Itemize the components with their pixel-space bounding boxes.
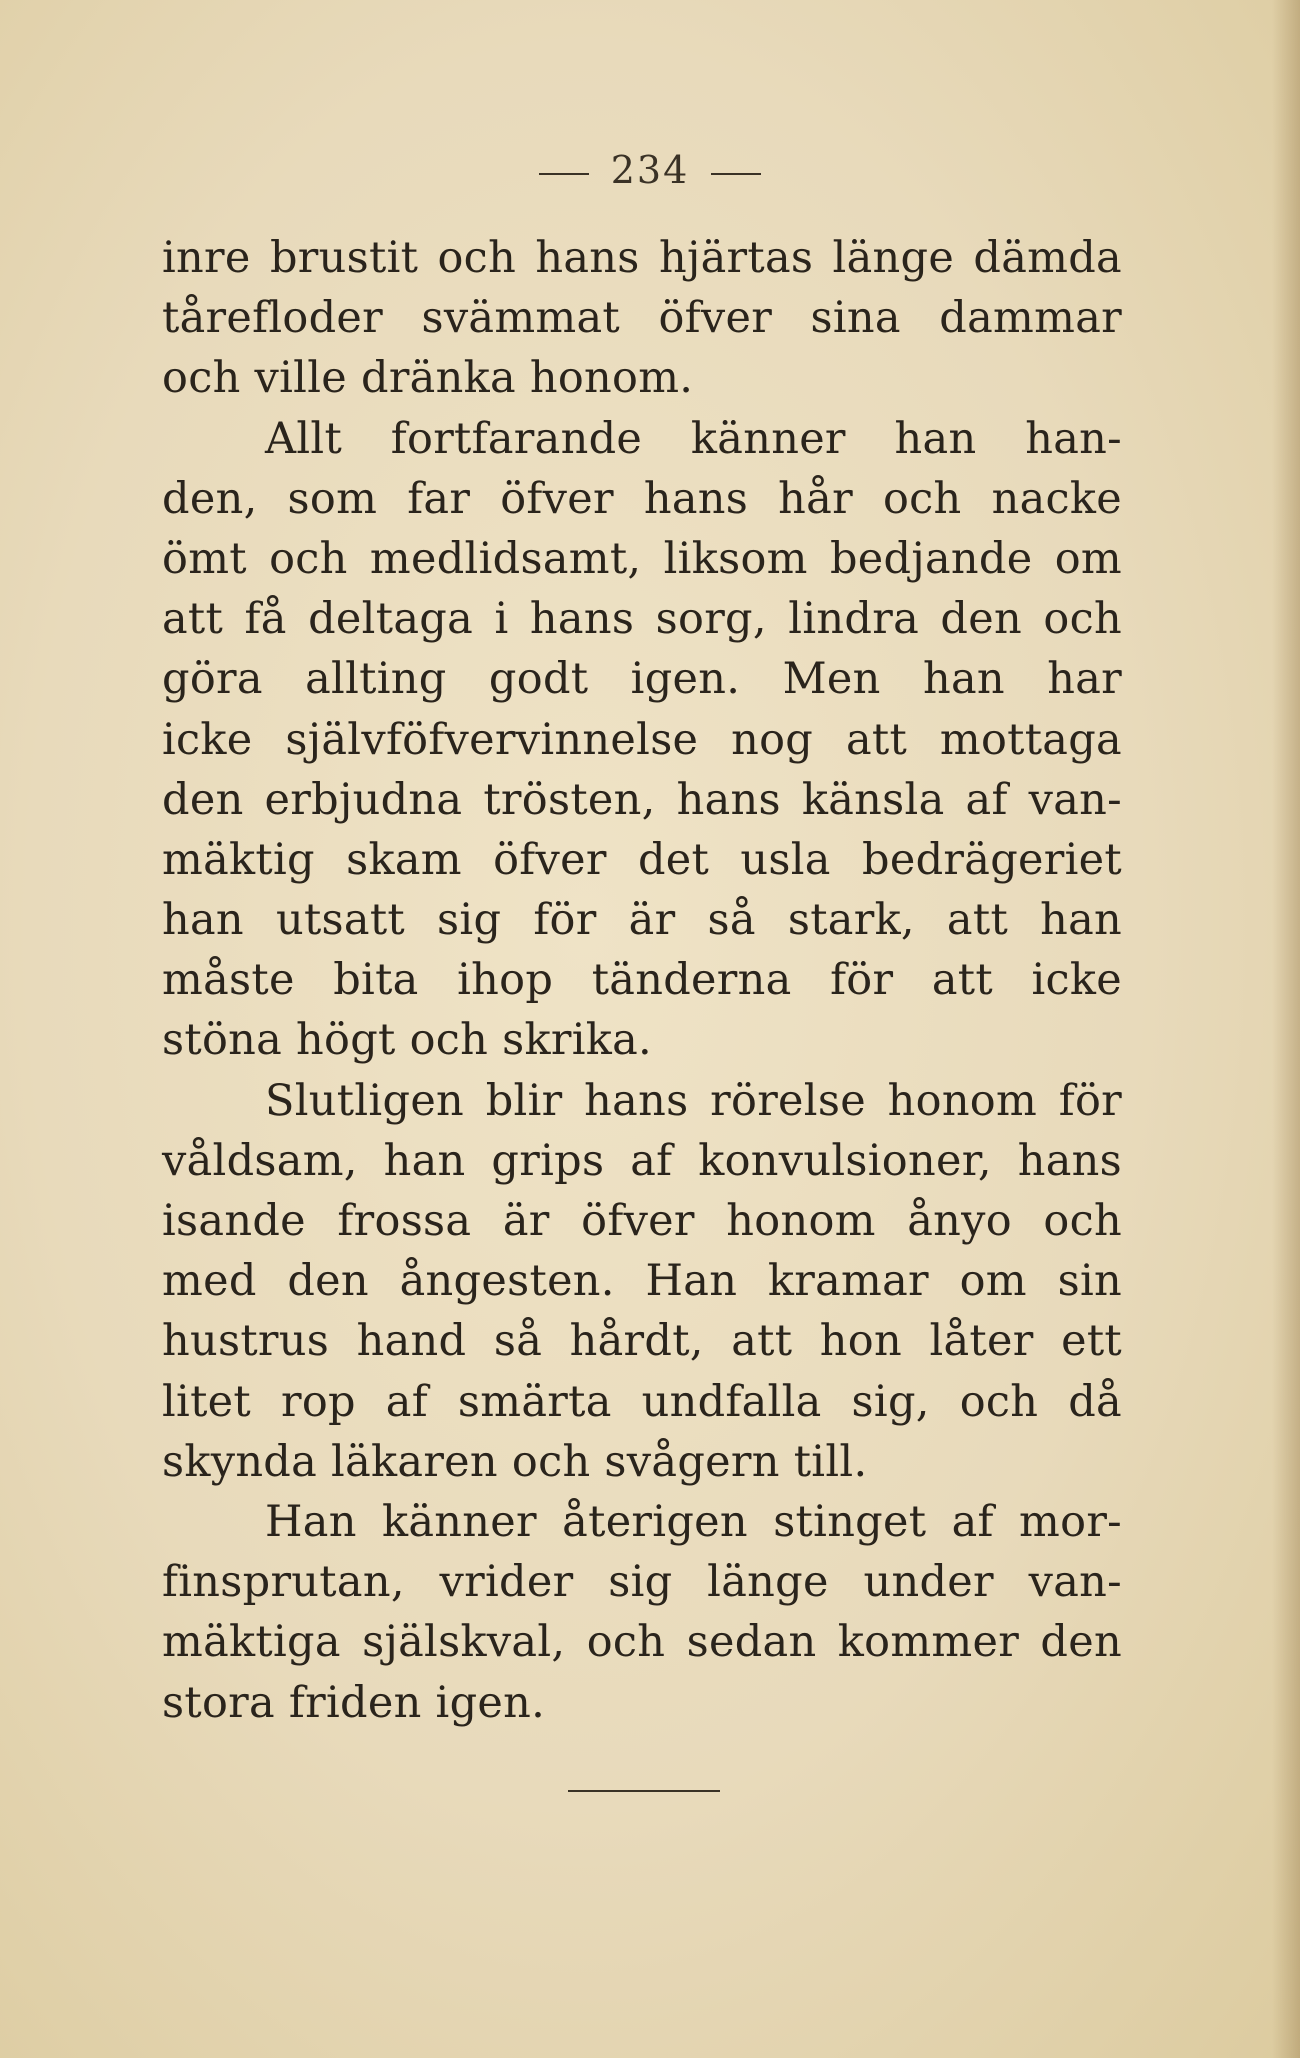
text-line: den, som far öfver hans hår och nacke (162, 473, 1122, 524)
text-line: inre brustit och hans hjärtas länge dämda (162, 233, 1122, 283)
text-line: ömt och medlidsamt, liksom bedjande om (162, 533, 1122, 584)
text-line: göra allting godt igen. Men han har (162, 654, 1122, 705)
text-line: stora friden igen. (162, 1677, 546, 1728)
text-line: tårefloder svämmat öfver sina dammar (162, 293, 1122, 344)
text-line: icke självföfvervinnelse nog att mottaga (162, 714, 1122, 765)
page-edge-shadow (1272, 0, 1300, 2058)
page-number: 234 (610, 148, 690, 192)
text-line: och ville dränka honom. (162, 353, 694, 404)
text-line: måste bita ihop tänderna för att icke (162, 955, 1122, 1006)
header-dash-left (539, 173, 589, 175)
text-line: Allt fortfarande känner han han- (265, 413, 1122, 464)
text-line: Han känner återigen stinget af mor- (265, 1496, 1122, 1547)
header-dash-right (711, 173, 761, 175)
text-line: Slutligen blir hans rörelse honom för (265, 1075, 1122, 1126)
section-end-rule (568, 1790, 720, 1792)
text-line: finsprutan, vrider sig länge under van- (162, 1557, 1122, 1608)
text-line: isande frossa är öfver honom ånyo och (162, 1196, 1122, 1246)
text-line: stöna högt och skrika. (162, 1015, 653, 1066)
body-text (162, 228, 1122, 1733)
text-line: med den ångesten. Han kramar om sin (162, 1256, 1122, 1307)
text-line: han utsatt sig för är så stark, att han (162, 895, 1122, 946)
text-line: den erbjudna trösten, hans känsla af van- (162, 774, 1122, 825)
text-line: mäktiga själskval, och sedan kommer den (162, 1617, 1122, 1668)
text-line: att få deltaga i hans sorg, lindra den och (162, 594, 1122, 645)
text-line: skynda läkaren och svågern till. (162, 1436, 868, 1487)
text-line: våldsam, han grips af konvulsioner, hans (162, 1135, 1122, 1186)
text-line: mäktig skam öfver det usla bedrägeriet (162, 834, 1122, 885)
text-line: hustrus hand så hårdt, att hon låter ett (162, 1316, 1122, 1367)
page-header (0, 148, 1300, 192)
text-line: litet rop af smärta undfalla sig, och då (162, 1376, 1122, 1427)
